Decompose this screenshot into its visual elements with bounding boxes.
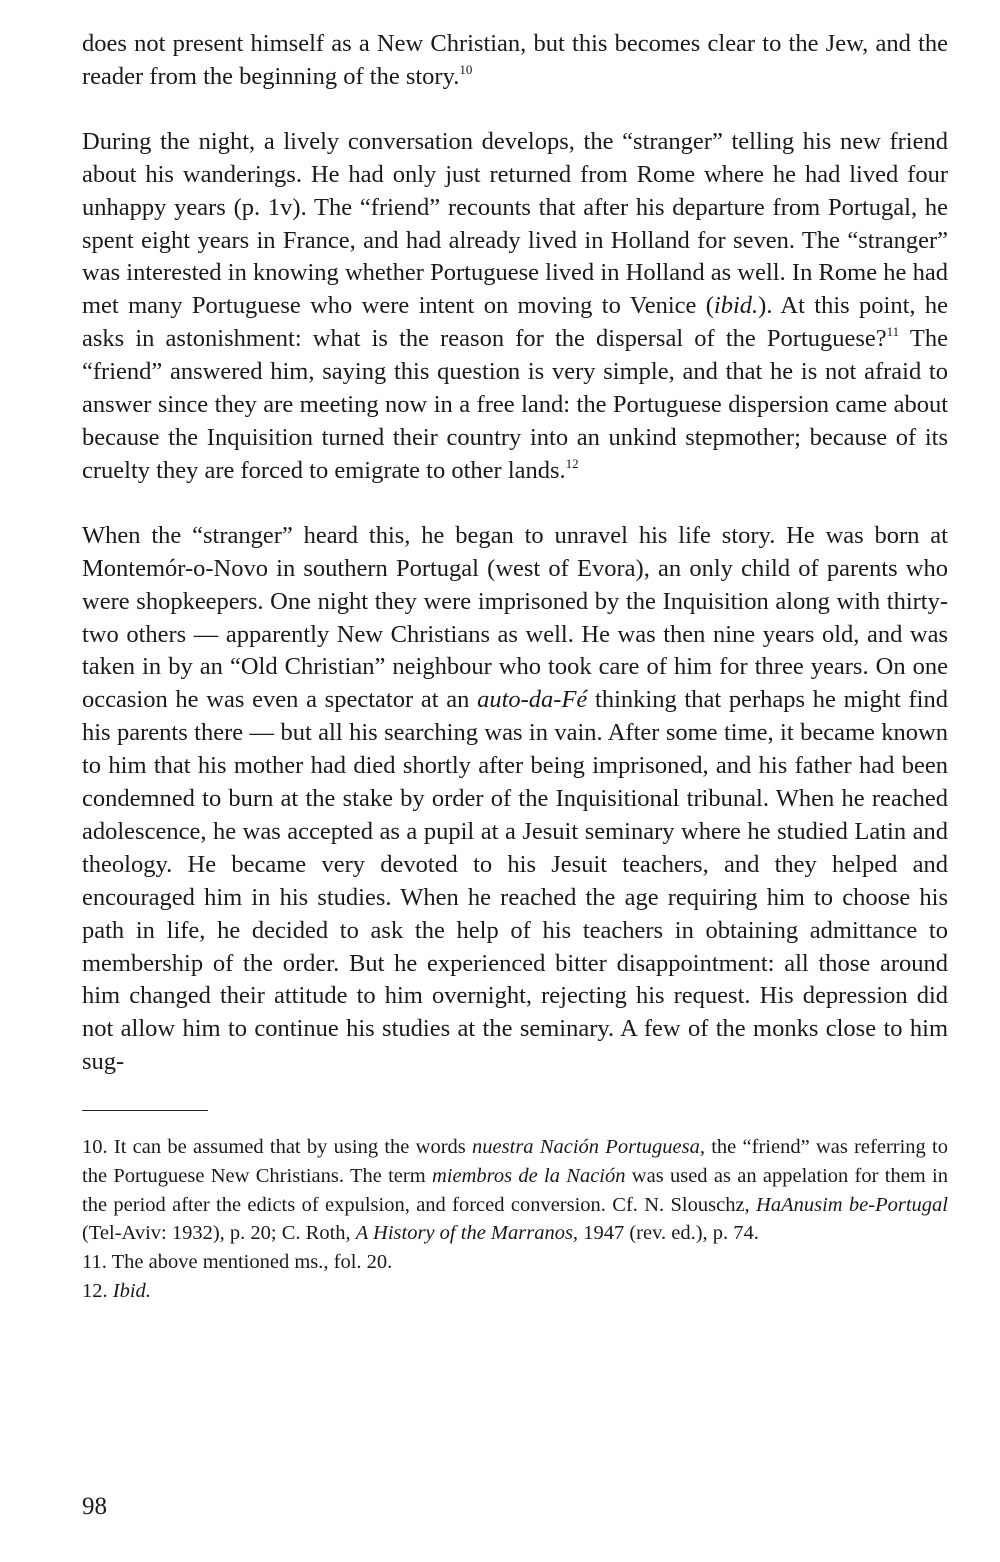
text-run: During the night, a lively conversation develops, the “stranger” telling his new friend about his wanderings. He had only just returned from Rome where he had lived four unhappy years (p. 1v). The “friend” recounts that after his departure from Portugal, he spent eight years in France, and had already lived in Holland for seven. The “stranger” was interested in knowing whether Portuguese lived in Holland as well. In Rome he had met many Portuguese who were intent on moving to Venice ( (82, 127, 948, 320)
italic-text: Ibid. (112, 1279, 151, 1302)
paragraph-1 (82, 28, 948, 94)
italic-text: ibid. (713, 292, 759, 320)
italic-text: HaAnusim be-Portugal (756, 1193, 949, 1216)
text-run: (Tel-Aviv: 1932), p. 20; C. Roth, (82, 1222, 356, 1245)
text-run: ). At this point, he asks in astonishment: what is the reason for the dispersal of the Portuguese? (82, 292, 948, 353)
body-text (82, 28, 948, 1079)
footnote-12 (82, 1277, 948, 1306)
paragraph-3 (82, 520, 948, 1079)
page-number: 98 (82, 1493, 107, 1520)
footnotes (82, 1133, 948, 1305)
text-run: 1947 (rev. ed.), p. 74. (578, 1222, 759, 1245)
text-run: 11. The above mentioned ms., fol. 20. (82, 1251, 393, 1273)
text-run: was used as an appelation for them in the period after the edicts of expulsion, and forced conversion. Cf. N. Slouschz, (82, 1164, 948, 1216)
italic-text: miembros de la Nación (431, 1164, 626, 1187)
text-run: 12. (82, 1279, 113, 1302)
italic-text: auto-da-Fé (477, 686, 588, 714)
footnote-ref: 12 (565, 455, 579, 471)
italic-text: nuestra Nación Portuguesa, (472, 1136, 705, 1159)
footnote-divider (82, 1110, 208, 1111)
footnote-11 (82, 1248, 948, 1277)
text-run: the “friend” was referring to the Portuguese New Christians. The term (82, 1136, 949, 1187)
text-run: does not present himself as a New Christian, but this becomes clear to the Jew, and the reader from the beginning of the story. (82, 30, 948, 90)
text-run: The “friend” answered him, saying this question is very simple, and that he is not afraid to answer since they are meeting now in a free land: the Portuguese dispersion came about because the Inquisition turned their country into an unkind stepmother; because of its cruelty they are forced to emigrate to other lands. (82, 325, 948, 484)
footnote-ref: 11 (886, 324, 900, 340)
footnote-ref: 10 (459, 61, 473, 77)
italic-text: A History of the Marranos, (355, 1222, 579, 1245)
text-run: thinking that perhaps he might find his parents there — but all his searching was in vain. After some time, it became known to him that his mother had died shortly after being imprisoned, and his father had been condemned to burn at the stake by order of the Inquisitional tribunal. When he reached adolescence, he was accepted as a pupil at a Jesuit seminary where he studied Latin and theology. He became very devoted to his Jesuit teachers, and they helped and encouraged him in his studies. When he reached the age requiring him to choose his path in life, he decided to ask the help of his teachers in obtaining admittance to membership of the order. But he experienced bitter disappointment: all those around him changed their attitude to him overnight, rejecting his request. His depression did not allow him to continue his studies at the seminary. A few of the monks close to him sug- (82, 686, 948, 1076)
text-run: When the “stranger” heard this, he began to unravel his life story. He was born at Montemór-o-Novo in southern Portugal (west of Evora), an only child of parents who were shopkeepers. One night they were imprisoned by the Inquisition along with thirty-two others — apparently New Christians as well. He was then nine years old, and was taken in by an “Old Christian” neighbour who took care of him for three years. On one occasion he was even a spectator at an (82, 521, 948, 714)
paragraph-2 (82, 126, 948, 488)
page-content (82, 28, 948, 1305)
footnote-10 (82, 1133, 948, 1248)
text-run: 10. It can be assumed that by using the words (82, 1136, 473, 1159)
